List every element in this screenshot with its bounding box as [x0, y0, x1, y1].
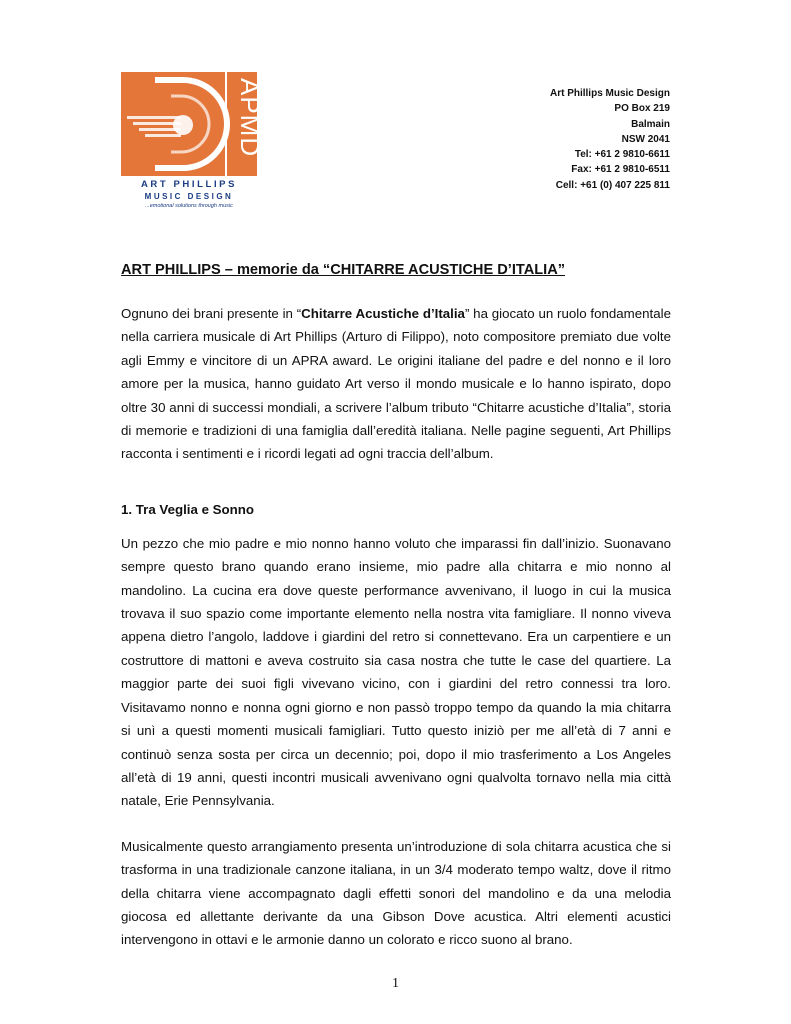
intro-paragraph	[121, 302, 671, 466]
intro-album-title: Chitarre Acustiche d’Italia	[301, 306, 465, 321]
logo-graphic	[121, 72, 265, 176]
logo-emblem	[121, 72, 265, 176]
document-title: ART PHILLIPS – memorie da “CHITARRE ACUSTICHE D’ITALIA”	[121, 262, 566, 278]
telephone: Tel: +61 2 9810-6611	[574, 149, 670, 161]
section-paragraph: Musicalmente questo arrangiamento presenta un’introduzione di sola chitarra acustica che si trasforma in una tradizionale canzone italiana, in un 3/4 moderato tempo waltz, dove il ritmo della chitarra viene accompagnato dagli effetti sonori del mandolino e da una melodia giocosa ed allettante derivante da una Gibson Dove acustica. Altri elementi acustici intervengono in ottavi e le armonie danno un colorato e ricco suono al brano.	[121, 838, 671, 948]
document-body	[121, 260, 671, 952]
logo-tagline: ...emotional solutions through music	[145, 203, 233, 209]
fax: Fax: +61 2 9810-6511	[571, 164, 670, 176]
company-name: Art Phillips Music Design	[549, 88, 670, 99]
intro-text-after: ” ha giocato un ruolo fondamentale nella carriera musicale di Art Phillips (Arturo di Filippo), noto compositore premiato due volte agli Emmy e vincitore di un APRA award. Le origini italiane del padre e del nonno e il loro amore per la musica, hanno guidato Art verso il mondo musicale e lo hanno ispirato, dopo oltre 30 anni di successi mondiali, a scrivere l’album tributo “Chitarre acustiche d’Italia”, storia di memorie e tradizioni di una famiglia dall’eredità italiana. Nelle pagine seguenti, Art Phillips racconta i sentimenti e i ricordi legati ad ogni traccia dell’album.	[121, 306, 671, 462]
po-box: PO Box 219	[614, 103, 670, 115]
state-postcode: NSW 2041	[621, 133, 670, 145]
logo-line1: ART PHILLIPS	[140, 179, 238, 190]
company-logo	[121, 72, 265, 212]
cell-phone: Cell: +61 (0) 407 225 811	[555, 179, 670, 191]
address-block	[550, 86, 670, 193]
suburb: Balmain	[631, 118, 670, 130]
page-number: 1	[392, 976, 399, 991]
intro-text-before: Ognuno dei brani presente in “	[121, 306, 302, 321]
section-title: 1. Tra Veglia e Sonno	[121, 501, 255, 517]
logo-line2: MUSIC DESIGN	[144, 192, 234, 201]
logo-monogram: APMD	[235, 78, 265, 158]
section-paragraph: Un pezzo che mio padre e mio nonno hanno voluto che imparassi fin dall’inizio. Suonavano sempre questo brano quando erano insieme, mio padre alla chitarra e mio nonno al mandolino. La cucina era dove queste performance avvenivano, il luogo in cui la musica trovava il suo spazio come importante elemento nella nostra vita famigliare. Il nonno viveva appena dietro l’angolo, laddove i giardini del retro si connettevano. Era un carpentiere e un costruttore di mattoni e aveva costruito sia casa nostra che tutte le case del quartiere. La maggior parte dei suoi figli vivevano vicino, con i giardini del retro connessi tra loro. Visitavamo nonno e nonna ogni giorno e non passò troppo tempo da quando la mia chitarra si unì a questi momenti musicali famigliari. Tutto questo iniziò per me all’età di 7 anni e continuò senza sosta per circa un decennio; poi, dopo il mio trasferimento a Los Angeles all’età di 19 anni, questi incontri musicali avvenivano ogni qualvolta tornavo nella mia città natale, Erie Pennsylvania.	[121, 535, 671, 809]
